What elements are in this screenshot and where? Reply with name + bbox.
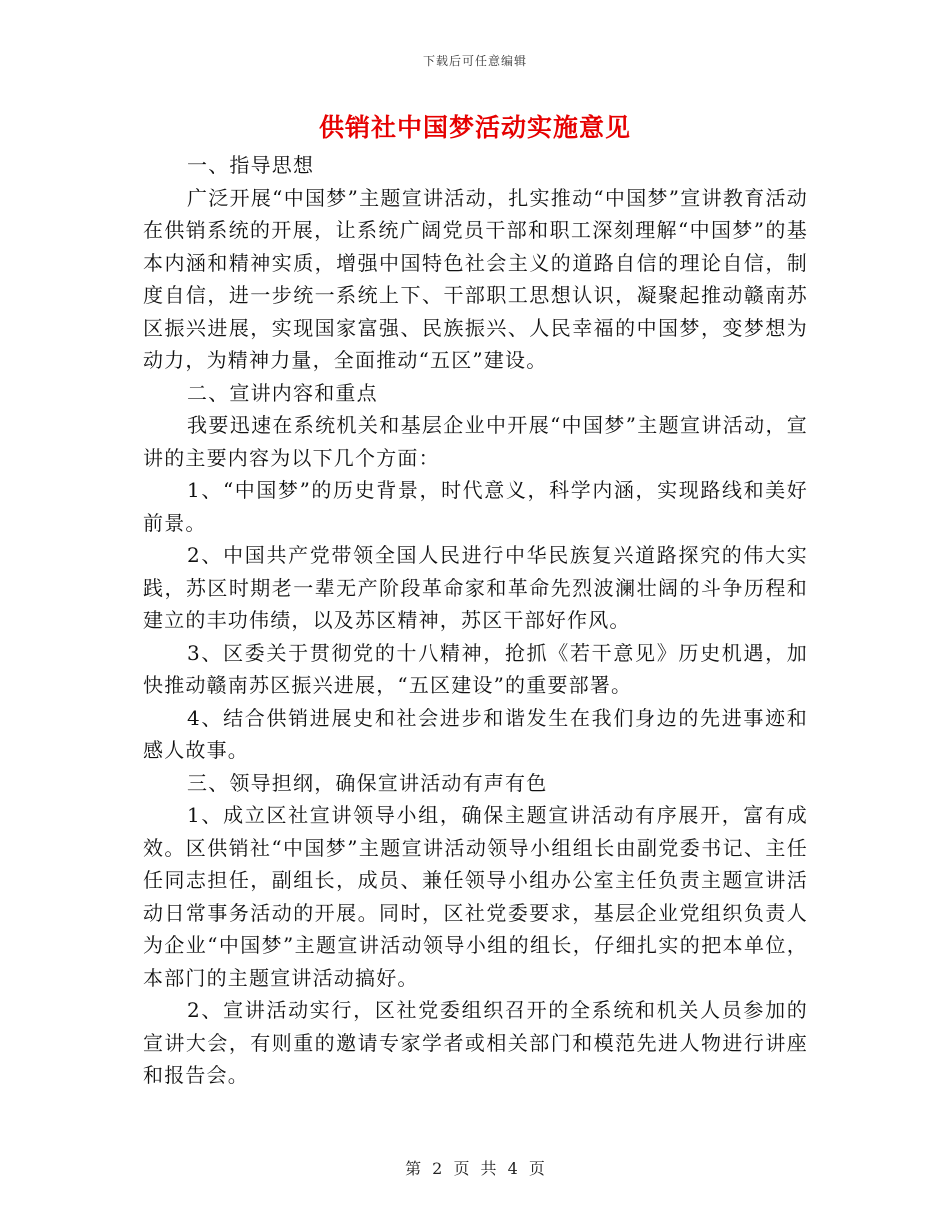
list-item-3: 3、区委关于贯彻党的十八精神，抢抓《若干意见》历史机遇，加快推动赣南苏区振兴进展，“五区建设”的重要部署。 bbox=[143, 640, 808, 697]
section-heading-content-focus: 二、宣讲内容和重点 bbox=[187, 380, 378, 405]
body-paragraph: 广泛开展“中国梦”主题宣讲活动，扎实推动“中国梦”宣讲教育活动在供销系统的开展，让系统广阔党员干部和职工深刻理解“中国梦”的基本内涵和精神实质，增强中国特色社会主义的道路自信的理论自信，制度自信，进一步统一系统上下、干部职工思想认识，凝聚起推动赣南苏区振兴进展，实现国家富强、民族振兴、人民幸福的中国梦，变梦想为动力，为精神力量，全面推动“五区”建设。 bbox=[143, 185, 808, 372]
list-item-2: 2、中国共产党带领全国人民进行中华民族复兴道路探究的伟大实践，苏区时期老一辈无产阶段革命家和革命先烈波澜壮阔的斗争历程和建立的丰功伟绩，以及苏区精神，苏区干部好作风。 bbox=[143, 543, 808, 632]
section-heading-leadership: 三、领导担纲，确保宣讲活动有声有色 bbox=[187, 770, 548, 795]
document-body bbox=[143, 149, 808, 1092]
page-header-note: 下载后可任意编辑 bbox=[422, 54, 527, 68]
list-item-1: 1、“中国梦”的历史背景，时代意义，科学内涵，实现路线和美好前景。 bbox=[143, 478, 808, 535]
body-paragraph: 我要迅速在系统机关和基层企业中开展“中国梦”主题宣讲活动，宣讲的主要内容为以下几个方面： bbox=[143, 413, 808, 470]
list-item-1: 1、成立区社宣讲领导小组，确保主题宣讲活动有序展开，富有成效。区供销社“中国梦”主题宣讲活动领导小组组长由副党委书记、主任任同志担任，副组长，成员、兼任领导小组办公室主任负责主题宣讲活动日常事务活动的开展。同时，区社党委要求，基层企业党组织负责人为企业“中国梦”主题宣讲活动领导小组的组长，仔细扎实的把本单位，本部门的主题宣讲活动搞好。 bbox=[143, 803, 808, 990]
section-heading-guiding-ideology: 一、指导思想 bbox=[187, 153, 315, 177]
list-item-4: 4、结合供销进展史和社会进步和谐发生在我们身边的先进事迹和感人故事。 bbox=[143, 705, 808, 762]
list-item-2: 2、宣讲活动实行，区社党委组织召开的全系统和机关人员参加的宣讲大会，有则重的邀请专家学者或相关部门和模范先进人物进行讲座和报告会。 bbox=[143, 998, 808, 1087]
page-number: 第 2 页 共 4 页 bbox=[405, 1159, 545, 1178]
document-title: 供销社中国梦活动实施意见 bbox=[318, 113, 631, 142]
